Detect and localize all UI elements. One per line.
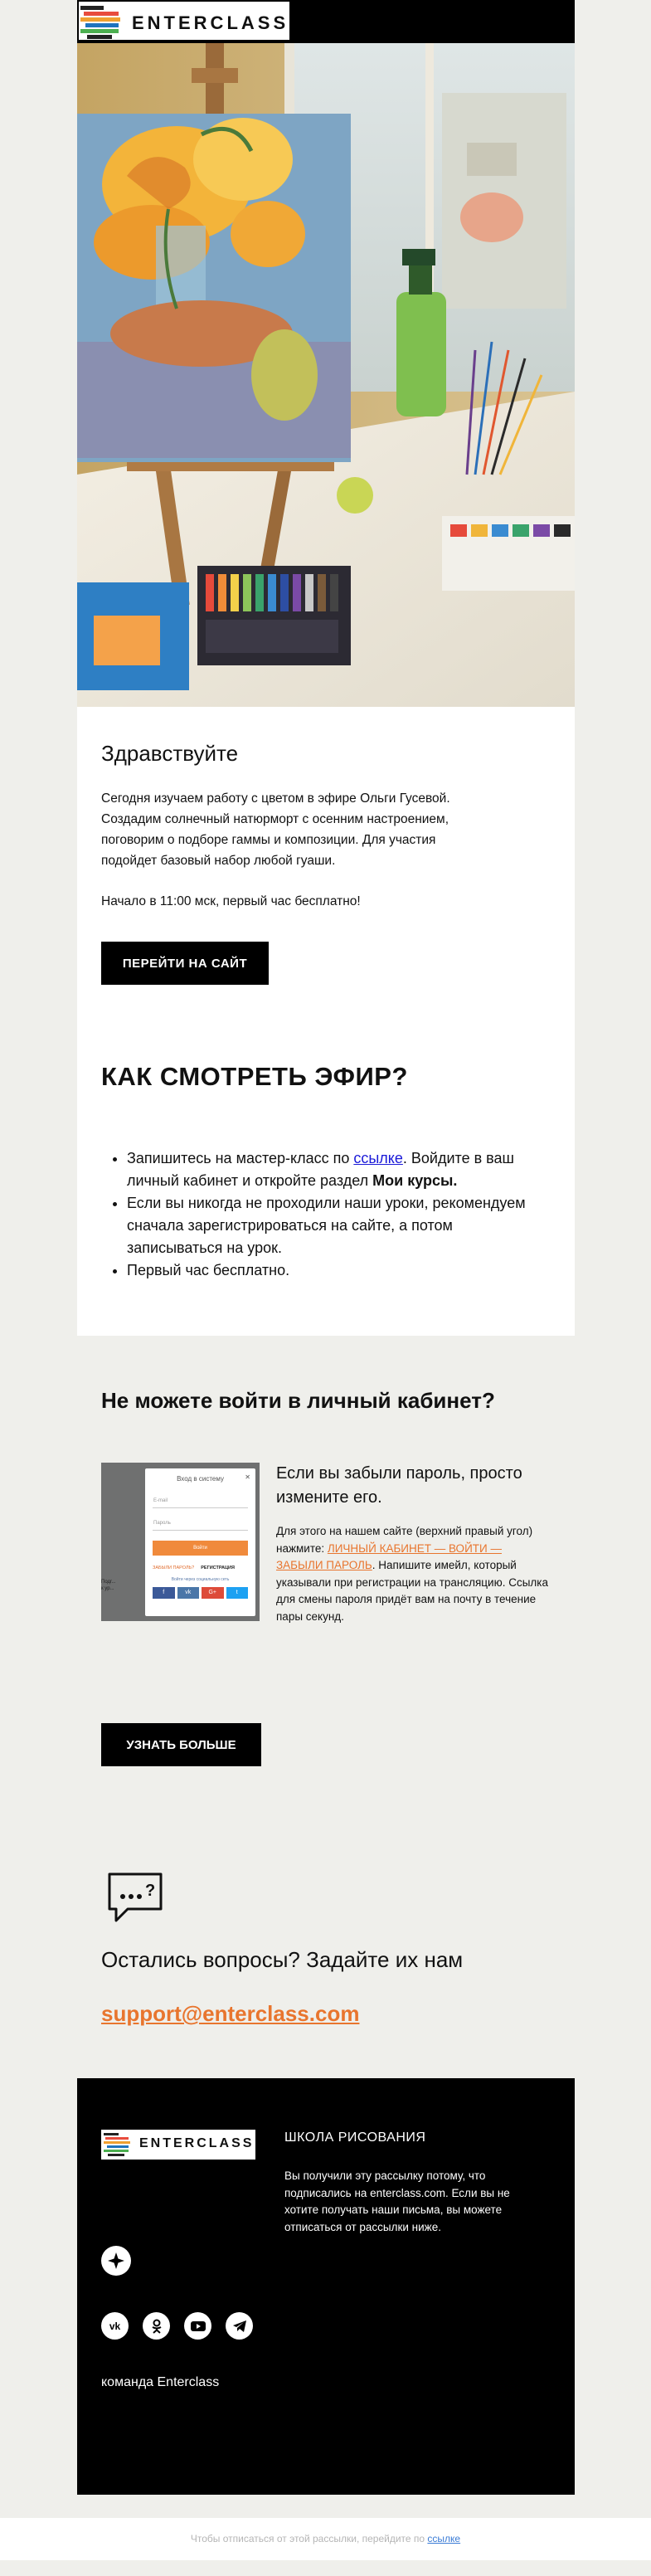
learn-more-button[interactable]: УЗНАТЬ БОЛЬШЕ xyxy=(101,1723,261,1766)
list-item: • Запишитесь на мастер-класс по ссылке. Войдите в ваш личный кабинет и откройте раздел Мои курсы. xyxy=(127,1147,542,1192)
logo[interactable] xyxy=(77,0,291,41)
svg-text:?: ? xyxy=(145,1882,156,1900)
how-to-watch-title: КАК СМОТРЕТЬ ЭФИР? xyxy=(101,1062,408,1091)
email-header xyxy=(77,0,575,43)
chat-bubble-icon xyxy=(106,1871,164,1924)
vk-icon[interactable]: vk xyxy=(101,2312,129,2340)
questions-title: Остались вопросы? Задайте их нам xyxy=(101,1947,464,1972)
social-login-row: f vk G+ t xyxy=(153,1587,248,1599)
steps-list xyxy=(127,1147,542,1282)
youtube-icon[interactable] xyxy=(184,2312,211,2340)
forgot-password-heading: Если вы забыли пароль, просто измените его. xyxy=(276,1464,522,1507)
support-email-link[interactable]: support@enterclass.com xyxy=(101,2001,360,2026)
unsubscribe-bar: Чтобы отписаться от этой рассылки, перейдите по ссылке xyxy=(0,2518,651,2560)
odnoklassniki-icon[interactable] xyxy=(143,2312,170,2340)
signup-link[interactable]: ссылке xyxy=(353,1150,403,1166)
list-item: • Первый час бесплатно. xyxy=(127,1259,542,1282)
unsubscribe-link[interactable]: ссылке xyxy=(427,2533,461,2544)
intro-text: Сегодня изучаем работу с цветом в эфире Ольги Гусевой. Создадим солнечный натюрморт с осенним настроением, поговорим о подборе гаммы и композиции. Для участия подойдет базовый набор любой гуаши. xyxy=(101,791,450,868)
close-icon: ✕ xyxy=(245,1473,250,1481)
start-time-text: Начало в 11:00 мск, первый час бесплатно! xyxy=(101,894,361,908)
list-item: • Если вы никогда не проходили наши уроки, рекомендуем сначала зарегистрироваться на сайте, а потом записываться на урок. xyxy=(127,1192,542,1259)
social-links xyxy=(101,2312,253,2340)
team-signature: команда Enterclass xyxy=(101,2375,220,2389)
login-screenshot: Подг... к ур... Вход в систему ✕ E-mail Пароль Войти ЗАБЫЛИ ПАРОЛЬ? РЕГИСТРАЦИЯ Войти через социальную сеть f vk G+ t xyxy=(101,1463,260,1621)
logo-mark-icon xyxy=(80,4,124,41)
login-modal: Вход в систему ✕ E-mail Пароль Войти ЗАБЫЛИ ПАРОЛЬ? РЕГИСТРАЦИЯ Войти через социальную сеть f vk G+ t xyxy=(145,1468,255,1616)
login-help-title: Не можете войти в личный кабинет? xyxy=(101,1388,495,1413)
logo-mark-icon xyxy=(104,2132,132,2157)
footer-logo[interactable]: ENTERCLASS xyxy=(101,2130,255,2160)
footer-note: Вы получили эту рассылку потому, что подписались на enterclass.com. Если вы не хотите получать наши письма, вы можете отписаться от рассылки ниже. xyxy=(284,2169,510,2233)
forgot-password-link[interactable]: ЛИЧНЫЙ КАБИНЕТ — ВОЙТИ — ЗАБЫЛИ ПАРОЛЬ xyxy=(276,1541,502,1571)
go-to-site-button[interactable]: ПЕРЕЙТИ НА САЙТ xyxy=(101,942,269,985)
hero-image xyxy=(77,43,575,707)
forgot-password-text: Для этого на нашем сайте (верхний правый угол) нажмите: ЛИЧНЫЙ КАБИНЕТ — ВОЙТИ — ЗАБЫЛИ ПАРОЛЬ. Напишите имейл, который указывали при регистрации на трансляцию. Ссылка для смены пароля придёт вам на почту в течение пары секунд. xyxy=(276,1525,549,1623)
greeting-title: Здравствуйте xyxy=(101,741,239,766)
star-icon[interactable] xyxy=(101,2246,131,2276)
telegram-icon[interactable] xyxy=(226,2312,253,2340)
school-name: ШКОЛА РИСОВАНИЯ xyxy=(284,2130,426,2145)
main-content xyxy=(77,707,575,1336)
logo-text: ENTERCLASS xyxy=(132,12,289,33)
footer xyxy=(77,2078,575,2495)
